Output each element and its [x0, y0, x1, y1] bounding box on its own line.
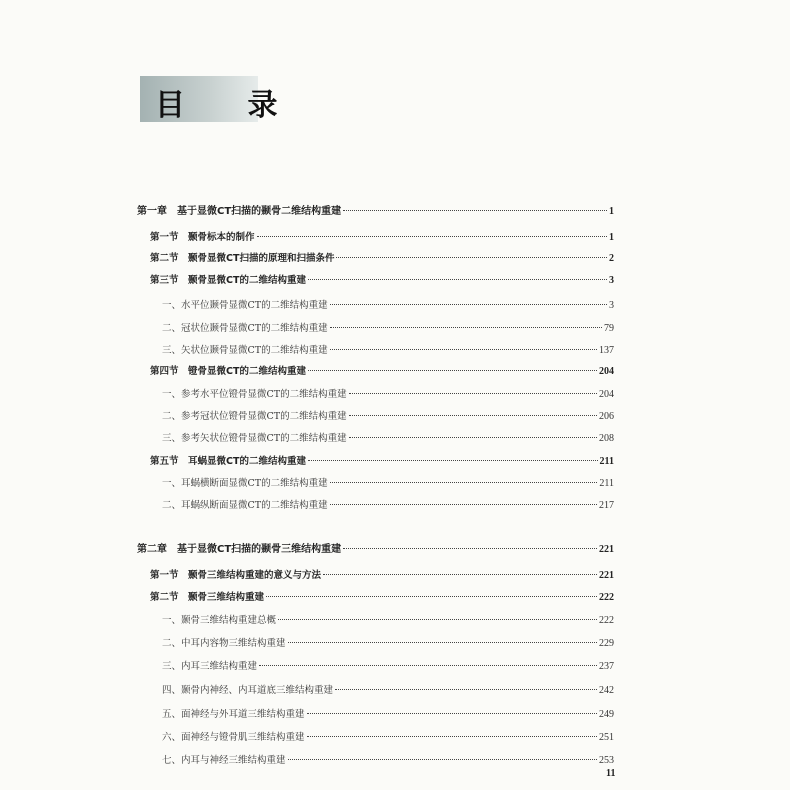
- toc-entry-section: [150, 453, 614, 467]
- toc-entry-label: 一、颞骨三维结构重建总概: [162, 615, 277, 626]
- toc-entry-label: 第五节 耳蜗显微CT的二维结构重建: [150, 456, 306, 467]
- toc-entry-item: [162, 497, 614, 511]
- toc-entry-label: 第三节 颞骨显微CT的二维结构重建: [150, 275, 306, 286]
- dot-leader: [330, 504, 597, 505]
- toc-entry-label: 第四节 镫骨显微CT的二维结构重建: [150, 366, 306, 377]
- toc-entry-label: 第二节 颞骨三维结构重建: [150, 592, 265, 603]
- toc-entry-label: 一、耳蜗横断面显微CT的二维结构重建: [162, 478, 328, 489]
- toc-entry-page: 229: [599, 638, 614, 649]
- toc-entry-item: [162, 408, 614, 422]
- toc-entry-page: 204: [599, 366, 614, 377]
- toc-entry-page: 211: [599, 478, 614, 489]
- toc-entry-label: 二、冠状位颞骨显微CT的二维结构重建: [162, 323, 328, 334]
- toc-entry-label: 三、矢状位颞骨显微CT的二维结构重建: [162, 345, 328, 356]
- toc-entry-page: 222: [599, 592, 614, 603]
- dot-leader: [343, 210, 607, 211]
- toc-entry-label: 第一节 颞骨三维结构重建的意义与方法: [150, 570, 322, 581]
- toc-entry-label: 一、水平位颞骨显微CT的二维结构重建: [162, 300, 328, 311]
- dot-leader: [336, 257, 607, 258]
- dot-leader: [266, 596, 597, 597]
- toc-entry-item: [162, 342, 614, 356]
- dot-leader: [335, 689, 597, 690]
- toc-entry-chapter: [137, 202, 614, 217]
- toc-entry-page: 221: [599, 570, 614, 581]
- toc-entry-page: 242: [599, 685, 614, 696]
- page-title: 目 录: [155, 88, 304, 123]
- dot-leader: [349, 393, 597, 394]
- dot-leader: [307, 736, 597, 737]
- dot-leader: [259, 665, 597, 666]
- toc-entry-label: 第一节 颞骨标本的制作: [150, 232, 255, 243]
- toc-entry-page: 211: [599, 456, 614, 467]
- dot-leader: [278, 619, 597, 620]
- toc-entry-label: 三、参考矢状位镫骨显微CT的二维结构重建: [162, 433, 347, 444]
- toc-entry-label: 五、面神经与外耳道三维结构重建: [162, 709, 305, 720]
- toc-entry-page: 137: [599, 345, 614, 356]
- toc-entry-item: [162, 658, 614, 672]
- toc-entry-page: 217: [599, 500, 614, 511]
- toc-entry-item: [162, 682, 614, 696]
- dot-leader: [323, 574, 597, 575]
- toc-entry-label: 二、中耳内容物三维结构重建: [162, 638, 286, 649]
- toc-entry-label: 一、参考水平位镫骨显微CT的二维结构重建: [162, 389, 347, 400]
- toc-entry-label: 七、内耳与神经三维结构重建: [162, 755, 286, 766]
- toc-entry-page: 251: [599, 732, 614, 743]
- toc-entry-item: [162, 297, 614, 311]
- dot-leader: [330, 327, 602, 328]
- toc-entry-page: 221: [599, 544, 614, 555]
- toc-entry-item: [162, 430, 614, 444]
- dot-leader: [308, 460, 598, 461]
- dot-leader: [257, 236, 607, 237]
- dot-leader: [308, 279, 607, 280]
- toc-entry-item: [162, 706, 614, 720]
- toc-entry-page: 206: [599, 411, 614, 422]
- dot-leader: [330, 304, 607, 305]
- toc-entry-label: 三、内耳三维结构重建: [162, 661, 258, 672]
- dot-leader: [349, 415, 597, 416]
- toc-entry-page: 1: [609, 232, 614, 243]
- dot-leader: [330, 349, 597, 350]
- toc-entry-label: 第二章 基于显微CT扫描的颞骨三维结构重建: [137, 544, 342, 555]
- toc-entry-item: [162, 635, 614, 649]
- dot-leader: [343, 548, 597, 549]
- dot-leader: [308, 370, 597, 371]
- toc-entry-label: 二、参考冠状位镫骨显微CT的二维结构重建: [162, 411, 347, 422]
- toc-entry-page: 222: [599, 615, 614, 626]
- toc-entry-section: [150, 250, 614, 264]
- toc-entry-item: [162, 752, 614, 766]
- dot-leader: [288, 642, 597, 643]
- toc-entry-page: 3: [609, 275, 614, 286]
- toc-entry-page: 3: [609, 300, 614, 311]
- toc-entry-section: [150, 589, 614, 603]
- toc-entry-label: 二、耳蜗纵断面显微CT的二维结构重建: [162, 500, 328, 511]
- dot-leader: [349, 437, 597, 438]
- dot-leader: [307, 713, 597, 714]
- dot-leader: [288, 759, 597, 760]
- toc-entry-page: 253: [599, 755, 614, 766]
- toc-entry-page: 208: [599, 433, 614, 444]
- toc-entry-item: [162, 612, 614, 626]
- toc-entry-section: [150, 363, 614, 377]
- toc-entry-section: [150, 229, 614, 243]
- toc-entry-label: 第一章 基于显微CT扫描的颞骨二维结构重建: [137, 206, 342, 217]
- toc-entry-page: 237: [599, 661, 614, 672]
- toc-entry-page: 1: [609, 206, 614, 217]
- toc-entry-label: 第二节 颞骨显微CT扫描的原理和扫描条件: [150, 253, 335, 264]
- toc-entry-item: [162, 475, 614, 489]
- toc-entry-label: 四、颞骨内神经、内耳道底三维结构重建: [162, 685, 334, 696]
- toc-entry-item: [162, 320, 614, 334]
- toc-entry-page: 2: [609, 253, 614, 264]
- toc-entry-chapter: [137, 540, 614, 555]
- toc-entry-item: [162, 729, 614, 743]
- toc-entry-item: [162, 386, 614, 400]
- toc-entry-page: 249: [599, 709, 614, 720]
- toc-entry-section: [150, 272, 614, 286]
- page-number: 11: [606, 768, 616, 779]
- toc-entry-page: 204: [599, 389, 614, 400]
- dot-leader: [330, 482, 598, 483]
- toc-entry-section: [150, 567, 614, 581]
- toc-entry-label: 六、面神经与镫骨肌三维结构重建: [162, 732, 305, 743]
- toc-entry-page: 79: [604, 323, 614, 334]
